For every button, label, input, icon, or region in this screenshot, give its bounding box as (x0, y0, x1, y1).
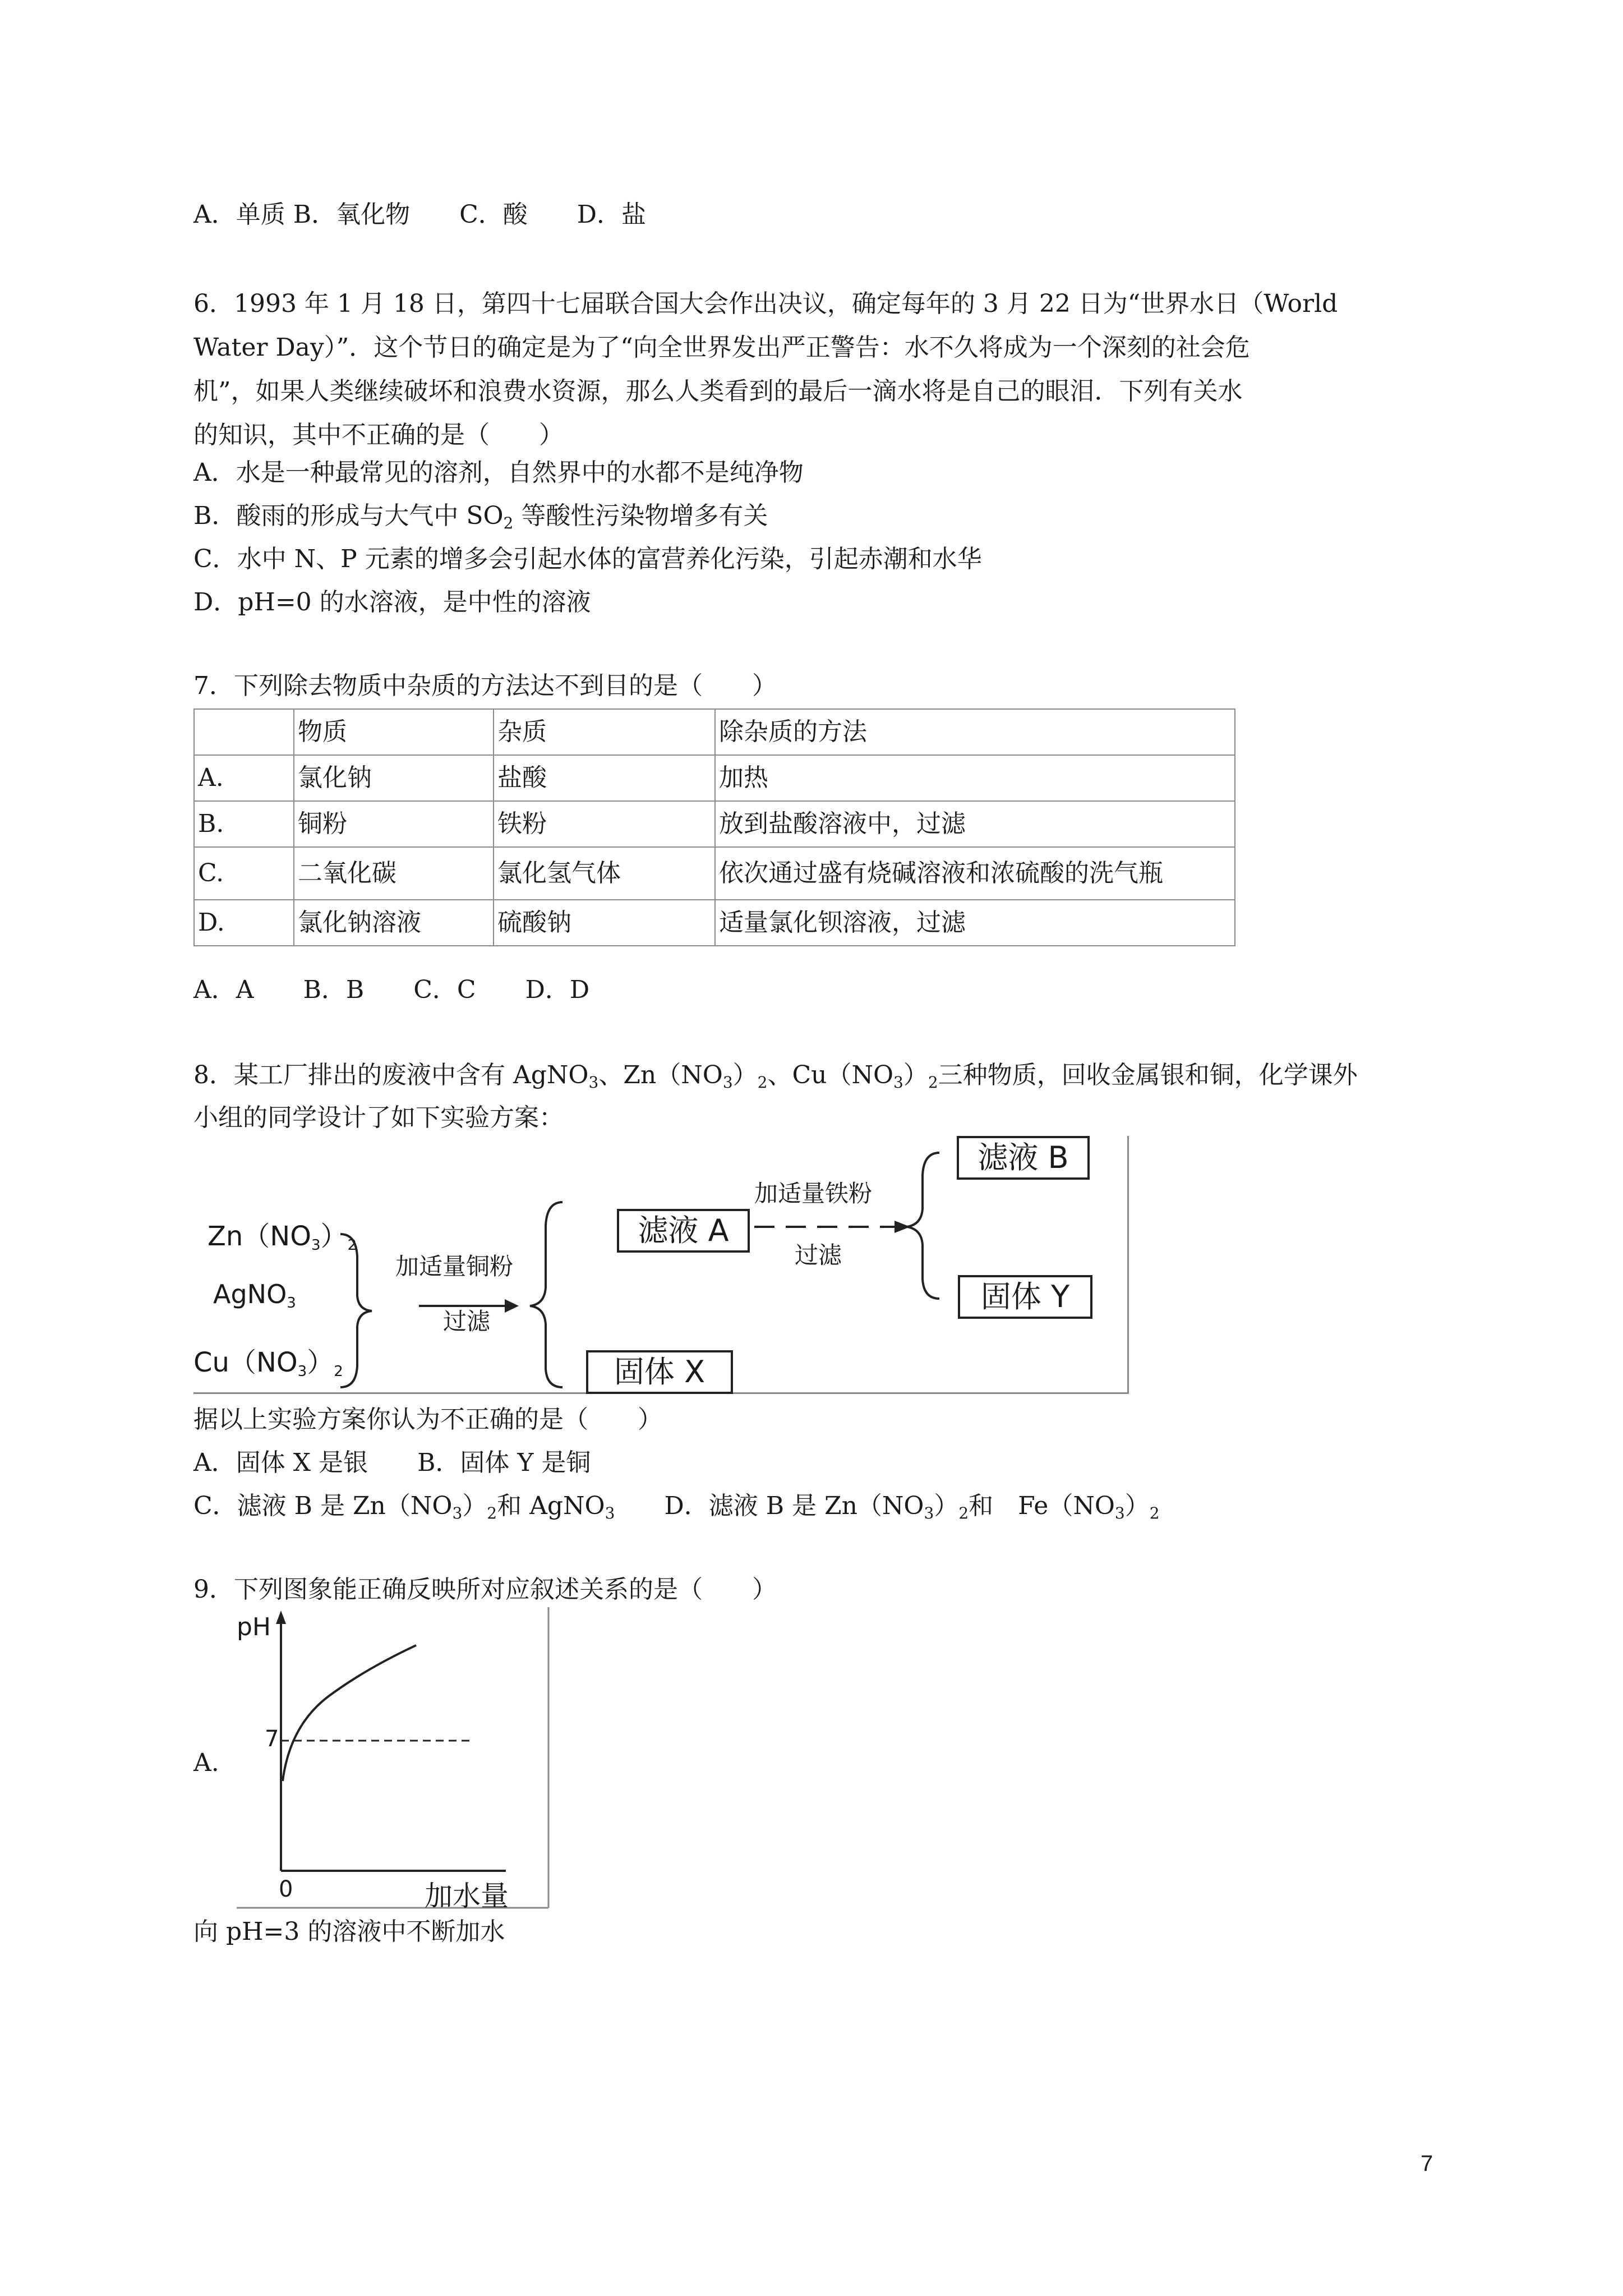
q8-option-c: C．滤液 B 是 $Zn(NO_3)_2$和 AgNO$_3$ (193, 1492, 615, 1522)
y-axis-arrow (276, 1611, 286, 1624)
q7-option-a: A．A (193, 976, 254, 1004)
table-cell: 二氧化碳 (294, 847, 494, 900)
reactant-zn-nitrate: $Zn(NO_3)_2$ (208, 1221, 357, 1254)
table-cell: 硫酸钠 (494, 900, 715, 946)
filtrate-solid-brace (530, 1202, 562, 1387)
q6-option-b-text-end: 等酸性污染物增多有关 (513, 501, 768, 530)
table-cell: D. (194, 900, 294, 946)
solid-x-box: 固体 X (586, 1350, 733, 1394)
q8-flow-diagram (193, 1136, 1129, 1394)
table-row (194, 900, 1235, 946)
origin-label: 0 (279, 1876, 293, 1902)
q6-option-b-text: B．酸雨的形成与大气中 SO (193, 501, 504, 530)
table-cell: C. (194, 847, 294, 900)
table-cell: 加热 (715, 755, 1235, 801)
step2-filter: 过滤 (795, 1241, 842, 1269)
q7-stem: 7．下列除去物质中杂质的方法达不到目的是（ ） (193, 671, 777, 700)
q6-option-b (193, 500, 768, 532)
q7-option-d: D．D (525, 976, 590, 1004)
q8-stem-text: 、Zn（NO (598, 1061, 723, 1089)
table-cell: 铁粉 (494, 801, 715, 847)
step1-reagent: 加适量铜粉 (395, 1253, 514, 1280)
q6-option-a: A．水是一种最常见的溶剂，自然界中的水都不是纯净物 (193, 458, 804, 487)
y-axis-label: pH (237, 1613, 271, 1641)
table-row (194, 847, 1235, 900)
page-number: 7 (1421, 2151, 1433, 2176)
q6-option-b-subscript: 2 (503, 514, 514, 532)
q9-option-a-label: A. (193, 1749, 219, 1777)
q7-option-b: B．B (303, 976, 365, 1004)
q8-stem-line1 (193, 1060, 1358, 1091)
q8-stem-text: 、Cu（NO (767, 1061, 894, 1089)
table-header-cell: 杂质 (494, 709, 715, 755)
table-cell: 盐酸 (494, 755, 715, 801)
q8-stem-text: ） (732, 1061, 758, 1089)
q6-stem-line3: 机”，如果人类继续破坏和浪费水资源，那么人类看到的最后一滴水将是自己的眼泪．下列有关水 (193, 377, 1243, 406)
q8-subscript: 2 (928, 1073, 938, 1092)
q8-question: 据以上实验方案你认为不正确的是（ ） (193, 1405, 662, 1434)
q8-options-cd (193, 1490, 1160, 1522)
q6-stem-line1: 6．1993 年 1 月 18 日，第四十七届联合国大会作出决议，确定每年的 3 月 22 日为“世界水日（World (193, 289, 1338, 318)
filtrate-a-box: 滤液 A (617, 1209, 750, 1253)
q7-options (193, 974, 589, 1006)
filtrate-b-box: 滤液 B (957, 1136, 1090, 1180)
table-header-row (194, 709, 1235, 755)
reactant-cu-nitrate: $Cu(NO_3)_2$ (193, 1347, 343, 1380)
q6-stem-line2: Water Day）”．这个节日的确定是为了“向全世界发出严正警告：水不久将成为一个深刻的社会危 (193, 333, 1250, 362)
q5-options (193, 199, 646, 231)
ph-curve (283, 1645, 416, 1781)
q8-option-d: D．滤液 B 是 $Zn(NO_3)_2$和 $Fe(NO_3)_2$ (664, 1492, 1160, 1522)
arrow-step1-head (505, 1299, 519, 1313)
table-row (194, 801, 1235, 847)
reactant-silver-nitrate: AgNO$_3$ (213, 1279, 296, 1312)
q8-stem-line2: 小组的同学设计了如下实验方案： (193, 1103, 564, 1132)
q8-subscript: 3 (722, 1073, 733, 1092)
q6-option-d: D．pH=0 的水溶液，是中性的溶液 (193, 588, 591, 616)
q8-stem-text: ） (903, 1061, 928, 1089)
solid-y-box: 固体 Y (958, 1275, 1092, 1319)
q8-subscript: 3 (893, 1073, 903, 1092)
table-header-cell (194, 709, 294, 755)
y-tick-7: 7 (265, 1726, 279, 1752)
table-header-cell: 物质 (294, 709, 494, 755)
products-brace (907, 1153, 939, 1299)
q7-option-c: C．C (413, 976, 476, 1004)
q9-stem: 9．下列图象能正确反映所对应叙述关系的是（ ） (193, 1575, 777, 1604)
q6-option-c: C．水中 N、P 元素的增多会引起水体的富营养化污染，引起赤潮和水华 (193, 545, 982, 573)
q8-option-a: A．固体 X 是银 (193, 1448, 368, 1477)
q8-stem-text: 8．某工厂排出的废液中含有 AgNO (193, 1061, 589, 1089)
table-cell: 氯化氢气体 (494, 847, 715, 900)
table-cell: A. (194, 755, 294, 801)
q5-option-ab: A．单质 B．氧化物 (193, 200, 411, 229)
table-cell: 适量氯化钡溶液，过滤 (715, 900, 1235, 946)
q6-stem (193, 282, 1444, 457)
x-axis-label: 加水量 (425, 1880, 509, 1912)
q8-subscript: 2 (757, 1073, 768, 1092)
table-cell: 氯化钠溶液 (294, 900, 494, 946)
reactants-brace (340, 1234, 372, 1387)
step1-filter: 过滤 (443, 1308, 491, 1335)
q9-option-a-graph (237, 1607, 551, 1910)
table-cell: 氯化钠 (294, 755, 494, 801)
q8-option-b: B．固体 Y 是铜 (417, 1448, 591, 1477)
table-cell: 铜粉 (294, 801, 494, 847)
table-cell: B. (194, 801, 294, 847)
q6-stem-line4: 的知识，其中不正确的是（ ） (193, 421, 564, 449)
table-header-cell: 除杂质的方法 (715, 709, 1235, 755)
q7-table (193, 708, 1235, 946)
q5-option-d: D．盐 (577, 200, 647, 229)
ph-graph (237, 1607, 551, 1910)
q8-subscript: 3 (588, 1073, 599, 1092)
q8-options-ab (193, 1447, 591, 1479)
table-cell: 放到盐酸溶液中，过滤 (715, 801, 1235, 847)
step2-reagent: 加适量铁粉 (754, 1180, 873, 1207)
table-cell: 依次通过盛有烧碱溶液和浓硫酸的洗气瓶 (715, 847, 1235, 900)
table-row (194, 755, 1235, 801)
q8-stem-text: 三种物质，回收金属银和铜，化学课外 (938, 1061, 1358, 1089)
q9-option-a-caption: 向 pH=3 的溶液中不断加水 (193, 1917, 505, 1946)
q5-option-c: C．酸 (459, 200, 528, 229)
